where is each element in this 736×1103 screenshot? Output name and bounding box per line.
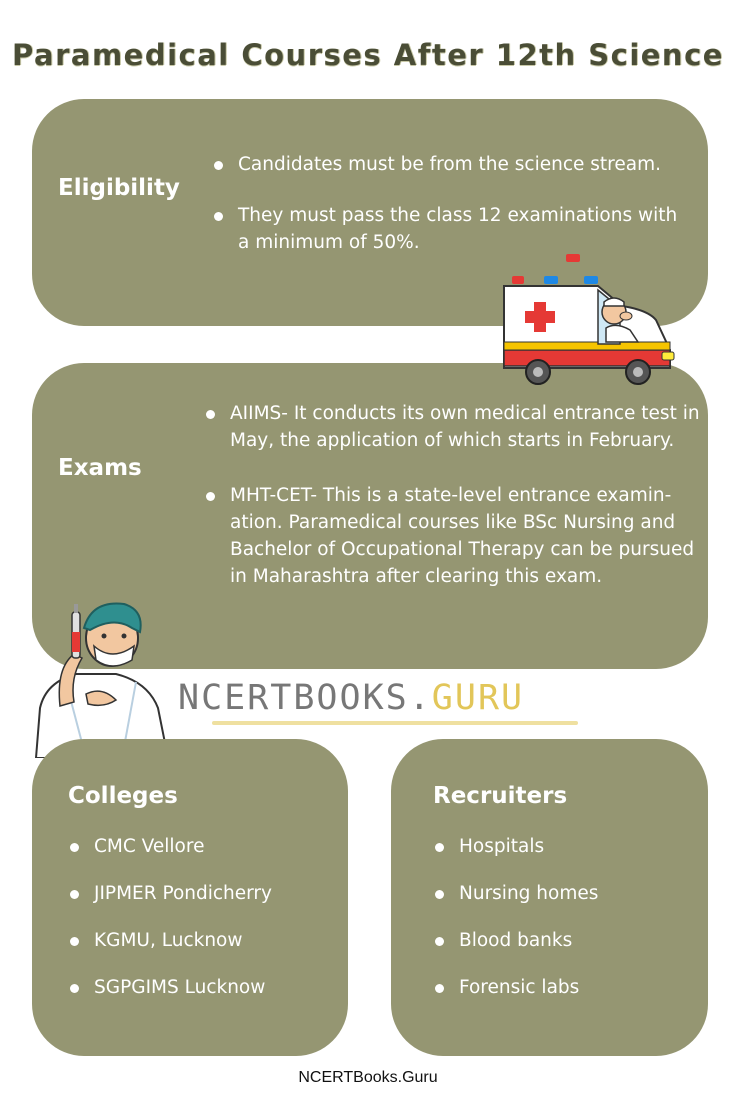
footer-site-name: NCERTBooks.Guru	[298, 1069, 438, 1086]
eligibility-heading: Eligibility	[58, 175, 180, 201]
list-item: Hospitals	[431, 833, 691, 860]
colleges-list	[66, 833, 336, 1021]
nurse-illustration	[26, 598, 176, 758]
watermark-accent: GURU	[431, 678, 525, 718]
watermark-underline	[212, 721, 578, 725]
list-item: MHT-CET- This is a state-level entrance examin-ation. Paramedical courses like BSc Nursing and Bachelor of Occupational Therapy can be pursued in Maharashtra after clearing this exam.	[202, 482, 702, 590]
list-item: AIIMS- It conducts its own medical entrance test in May, the application of which starts in February.	[202, 400, 702, 454]
list-item: JIPMER Pondicherry	[66, 880, 336, 907]
list-item: CMC Vellore	[66, 833, 336, 860]
list-item: Blood banks	[431, 927, 691, 954]
ambulance-illustration	[498, 250, 680, 386]
page-title: Paramedical Courses After 12th Science	[12, 38, 724, 72]
colleges-heading: Colleges	[68, 783, 178, 809]
watermark-main: NCERTBOOKS.	[178, 678, 432, 718]
list-item: They must pass the class 12 examinations with a minimum of 50%.	[210, 202, 690, 256]
list-item: Forensic labs	[431, 974, 691, 1001]
exams-heading: Exams	[58, 455, 142, 481]
recruiters-heading: Recruiters	[433, 783, 568, 809]
list-item: Candidates must be from the science stream.	[210, 151, 690, 178]
recruiters-list	[431, 833, 691, 1021]
exams-list	[202, 400, 702, 618]
list-item: Nursing homes	[431, 880, 691, 907]
recruiters-card	[391, 739, 708, 1056]
list-item: SGPGIMS Lucknow	[66, 974, 336, 1001]
watermark-logo	[178, 678, 524, 718]
list-item: KGMU, Lucknow	[66, 927, 336, 954]
colleges-card	[32, 739, 348, 1056]
